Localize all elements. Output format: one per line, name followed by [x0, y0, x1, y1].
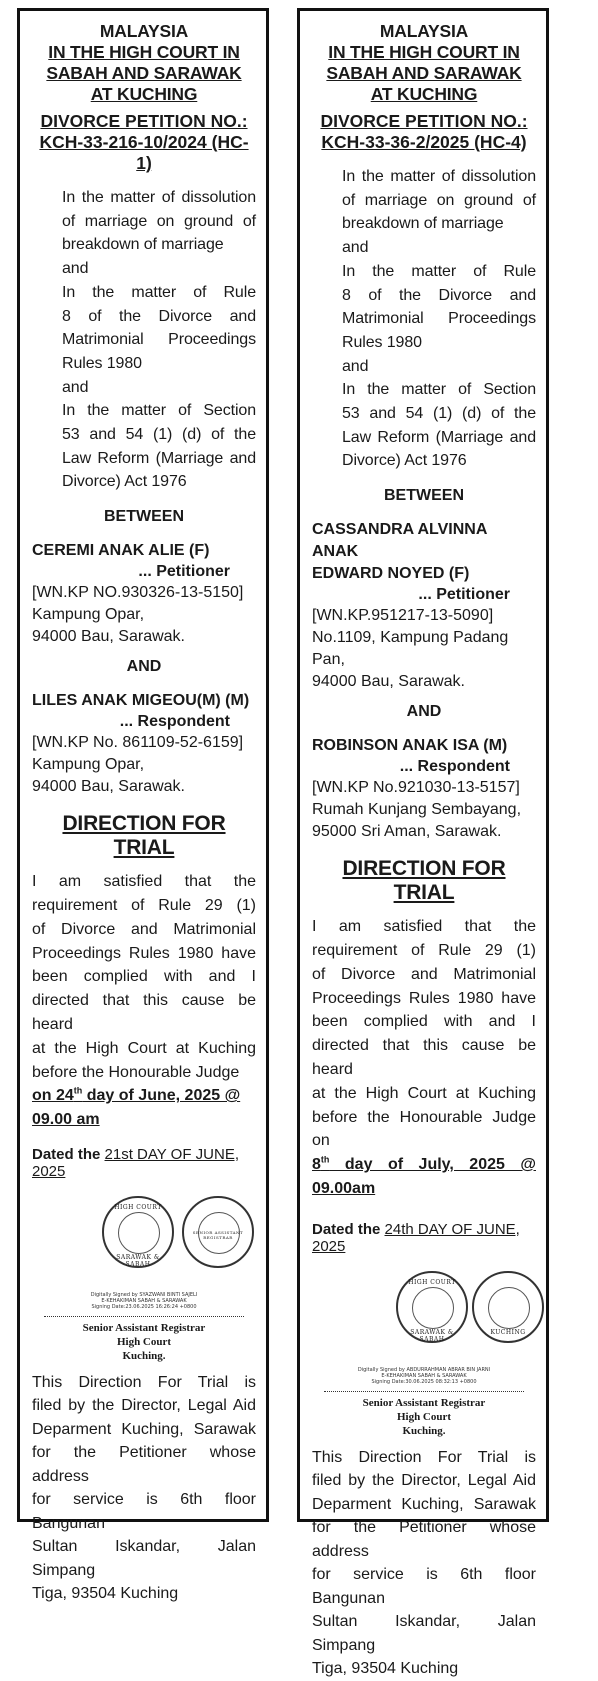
petition-number: [32, 111, 256, 174]
respondent-name: ROBINSON ANAK ISA (M): [312, 737, 508, 755]
seals: [32, 1196, 256, 1292]
header-line: SABAH AND SARAWAK: [46, 63, 242, 83]
name-line: EDWARD NOYED (F): [312, 565, 470, 583]
dated-label: Dated the: [32, 1145, 101, 1163]
matter-line: of marriage on ground of: [62, 212, 256, 230]
registrar-block: [32, 1321, 256, 1363]
matter-line: 8 of the Divorce and: [62, 307, 256, 325]
matter-line: of marriage on ground of: [342, 191, 536, 209]
and-label: AND: [126, 658, 162, 676]
body-line: been complied with and I: [32, 968, 256, 986]
hearing-sup: th: [320, 1154, 330, 1165]
signature-line: Signing Date:23.06.2025 16:26:24 +0800: [91, 1303, 197, 1310]
matter-line: Divorce) Act 1976: [342, 452, 467, 470]
matter-line: breakdown of marriage: [62, 236, 224, 254]
matter-line: Matrimonial Proceedings: [342, 310, 536, 328]
filed-line: Sultan Iskandar, Jalan Simpang: [32, 1538, 256, 1579]
info-line: Rumah Kunjang Sembayang,: [312, 801, 522, 819]
body-line: been complied with and I: [312, 1013, 536, 1031]
registrar-line: Senior Assistant Registrar: [362, 1396, 486, 1409]
filed-line: Tiga, 93504 Kuching: [312, 1660, 459, 1678]
body-line: before the Honourable Judge on: [312, 1108, 536, 1150]
registrar-line: Senior Assistant Registrar: [82, 1321, 206, 1334]
header-line: SABAH AND SARAWAK: [326, 63, 522, 83]
seal-text: HIGH COURT: [114, 1203, 162, 1211]
signature-line: Signing Date:30.06.2025 08:32:13 +0800: [371, 1378, 477, 1385]
filed-line: Deparment Kuching, Sarawak: [312, 1495, 536, 1513]
header-line: MALAYSIA: [99, 21, 189, 41]
filed-line: for the Petitioner whose address: [32, 1444, 256, 1485]
body-line: directed that this cause be heard: [312, 1037, 536, 1078]
header-line: MALAYSIA: [379, 21, 469, 41]
info-line: [WN.KP No.921030-13-5157]: [312, 779, 520, 797]
dated-line: [32, 1146, 256, 1180]
petition-number: [312, 111, 536, 153]
filed-line: for service is 6th floor Bangunan: [32, 1491, 256, 1532]
digital-signature: [312, 1367, 536, 1385]
petition-label: DIVORCE PETITION NO.:: [320, 111, 528, 131]
info-line: [WN.KP NO.930326-13-5150]: [32, 584, 244, 602]
matter-line: Law Reform (Marriage and: [62, 449, 256, 467]
body-line: before the Honourable Judge: [32, 1063, 240, 1081]
body-line: requirement of Rule 29 (1): [312, 941, 536, 959]
respondent-info: [312, 777, 536, 843]
signature-divider: [324, 1391, 524, 1392]
body-line: I am satisfied that the: [312, 918, 536, 936]
matter-block: [342, 165, 536, 473]
seals: [312, 1271, 536, 1367]
matter-line: 53 and 54 (1) (d) of the: [62, 426, 256, 444]
seal-text: SARAWAK & SABAH: [116, 1253, 160, 1268]
matter-line: In the matter of Section: [62, 402, 256, 420]
filed-line: for the Petitioner whose address: [312, 1519, 536, 1560]
body-line: at the High Court at Kuching: [32, 1039, 256, 1057]
respondent-info: [32, 732, 256, 798]
hearing-rest: day of July, 2025 @ 09.00am: [312, 1156, 536, 1197]
court-seal-icon: [102, 1196, 174, 1268]
signature-line: E-KEHAKIMAN SABAH & SARAWAK: [381, 1372, 467, 1379]
notice-left: [17, 8, 269, 1603]
matter-line: and: [62, 378, 89, 396]
direction-body: [32, 870, 256, 1132]
between-label: BETWEEN: [104, 508, 184, 526]
info-line: 94000 Bau, Sarawak.: [32, 778, 185, 796]
matter-line: and: [342, 239, 369, 257]
matter-line: and: [342, 357, 369, 375]
matter-block: [62, 186, 256, 494]
hearing-day: 8: [312, 1156, 321, 1174]
respondent-role: ... Respondent: [399, 758, 510, 776]
registrar-block: [312, 1396, 536, 1438]
filed-block: [312, 1446, 536, 1681]
matter-line: Divorce) Act 1976: [62, 473, 187, 491]
signature-line: Digitally Signed by ABDURRAHMAN ABRAR BIN JARNI: [357, 1366, 491, 1373]
body-line: Proceedings Rules 1980 have: [312, 989, 536, 1007]
signature-divider: [44, 1316, 244, 1317]
petitioner-info: [32, 582, 256, 648]
registrar-line: Kuching.: [402, 1424, 446, 1437]
info-line: Kampung Opar,: [32, 606, 145, 624]
matter-line: In the matter of Rule: [342, 262, 536, 280]
signature-line: Digitally Signed by SYAZWANI BINTI SAJELI: [90, 1291, 198, 1298]
header-line: AT KUCHING: [370, 84, 478, 104]
info-line: Kampung Opar,: [32, 756, 145, 774]
registrar-seal-icon: [472, 1271, 544, 1343]
header-line: IN THE HIGH COURT IN: [328, 42, 520, 62]
between-label: BETWEEN: [384, 487, 464, 505]
and-label: AND: [406, 703, 442, 721]
court-seal-icon: [396, 1271, 468, 1343]
filed-line: Tiga, 93504 Kuching: [32, 1585, 179, 1603]
matter-line: In the matter of dissolution: [342, 168, 536, 185]
filed-line: Deparment Kuching, Sarawak: [32, 1420, 256, 1438]
registrar-line: Kuching.: [122, 1349, 166, 1362]
petition-no: KCH-33-216-10/2024 (HC-1): [39, 132, 249, 173]
registrar-line: High Court: [116, 1335, 172, 1348]
info-line: 95000 Sri Aman, Sarawak.: [312, 823, 502, 841]
filed-line: This Direction For Trial is: [32, 1373, 256, 1391]
hearing-day: 24: [56, 1087, 74, 1105]
dated-value: 21st DAY OF JUNE, 2025: [32, 1145, 239, 1180]
header-line: IN THE HIGH COURT IN: [48, 42, 240, 62]
matter-line: Rules 1980: [62, 354, 142, 372]
petitioner-info: [312, 605, 536, 693]
registrar-seal-icon: [182, 1196, 254, 1268]
registrar-line: High Court: [396, 1410, 452, 1423]
header-line: AT KUCHING: [90, 84, 198, 104]
hearing-sup: th: [73, 1085, 83, 1096]
court-header: [32, 21, 256, 105]
hearing-time: 09.00 am: [32, 1111, 100, 1129]
matter-line: 53 and 54 (1) (d) of the: [342, 405, 536, 423]
body-line: requirement of Rule 29 (1): [32, 896, 256, 914]
filed-line: Sultan Iskandar, Jalan Simpang: [312, 1613, 536, 1654]
matter-line: Law Reform (Marriage and: [342, 428, 536, 446]
body-line: of Divorce and Matrimonial: [312, 965, 536, 983]
filed-block: [32, 1371, 256, 1606]
petition-label: DIVORCE PETITION NO.:: [40, 111, 248, 131]
direction-title: DIRECTION FOR TRIAL: [342, 857, 506, 905]
seal-text: KUCHING: [490, 1328, 526, 1336]
filed-line: for service is 6th floor Bangunan: [312, 1566, 536, 1607]
body-line: I am satisfied that the: [32, 873, 256, 891]
filed-line: This Direction For Trial is: [312, 1448, 536, 1466]
direction-body: [312, 915, 536, 1201]
petitioner-role: ... Petitioner: [138, 563, 230, 581]
digital-signature: [32, 1292, 256, 1310]
body-line: at the High Court at Kuching: [312, 1084, 536, 1102]
petitioner-name: CEREMI ANAK ALIE (F): [32, 542, 210, 560]
matter-line: In the matter of dissolution: [62, 189, 256, 206]
name-line: CASSANDRA ALVINNA ANAK: [312, 521, 487, 561]
hearing-date: [312, 1153, 536, 1201]
petitioner-role: ... Petitioner: [418, 586, 510, 604]
matter-line: breakdown of marriage: [342, 215, 504, 233]
petitioner-name: [312, 519, 536, 585]
matter-line: In the matter of Section: [342, 381, 536, 399]
matter-line: 8 of the Divorce and: [342, 286, 536, 304]
body-line: of Divorce and Matrimonial: [32, 920, 256, 938]
notice-right: [297, 8, 549, 1678]
info-line: 94000 Bau, Sarawak.: [32, 628, 185, 646]
matter-line: and: [62, 260, 89, 278]
seal-text: SARAWAK & SABAH: [410, 1328, 454, 1343]
info-line: [WN.KP.951217-13-5090]: [312, 607, 494, 625]
body-line: Proceedings Rules 1980 have: [32, 944, 256, 962]
signature-line: E-KEHAKIMAN SABAH & SARAWAK: [101, 1297, 187, 1304]
direction-title: DIRECTION FOR TRIAL: [62, 812, 226, 860]
filed-line: filed by the Director, Legal Aid: [312, 1472, 536, 1490]
petition-no: KCH-33-36-2/2025 (HC-4): [321, 132, 527, 152]
info-line: No.1109, Kampung Padang Pan,: [312, 629, 509, 669]
seal-text: SENIOR ASSISTANT REGISTRAR: [192, 1229, 244, 1240]
body-line: directed that this cause be heard: [32, 992, 256, 1033]
dated-line: [312, 1221, 536, 1255]
hearing-date: on 24th day of June, 2025 @: [32, 1085, 241, 1105]
court-header: [312, 21, 536, 105]
respondent-name: LILES ANAK MIGEOU(M) (M): [32, 692, 250, 710]
matter-line: In the matter of Rule: [62, 283, 256, 301]
matter-line: Matrimonial Proceedings: [62, 331, 256, 349]
respondent-role: ... Respondent: [119, 713, 230, 731]
filed-line: filed by the Director, Legal Aid: [32, 1397, 256, 1415]
dated-value: 24th DAY OF JUNE, 2025: [312, 1220, 520, 1255]
seal-text: HIGH COURT: [408, 1278, 456, 1286]
info-line: [WN.KP No. 861109-52-6159]: [32, 734, 244, 752]
matter-line: Rules 1980: [342, 333, 422, 351]
hearing-rest: day of June, 2025 @: [82, 1087, 241, 1105]
info-line: 94000 Bau, Sarawak.: [312, 673, 465, 691]
dated-label: Dated the: [312, 1220, 381, 1238]
